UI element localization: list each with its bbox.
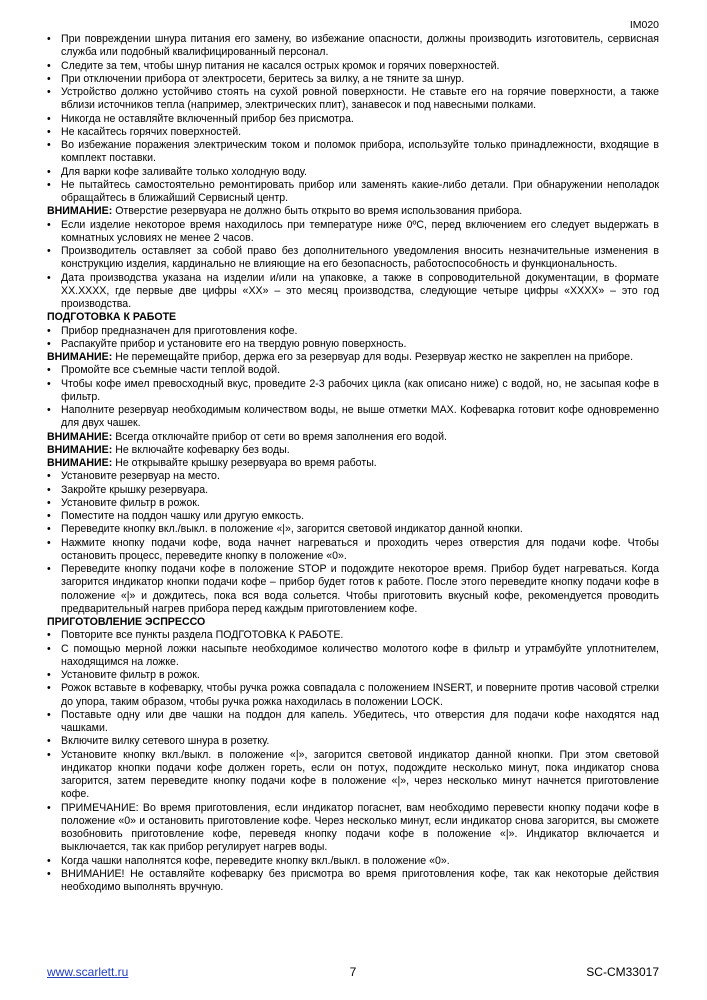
bullet-item (47, 709, 659, 736)
bullet-icon: • (47, 867, 51, 880)
bullet-item (47, 643, 659, 670)
bullet-text: Поместите на поддон чашку или другую емкость. (61, 510, 305, 522)
bullet-icon: • (47, 218, 51, 231)
bullet-item (47, 470, 659, 483)
bullet-icon: • (47, 33, 51, 45)
bullet-icon: • (47, 682, 51, 695)
bullet-icon: • (47, 337, 51, 350)
page-footer (47, 965, 659, 979)
warning-text: Отверстие резервуара не должно быть открыто во время использования прибора. (112, 205, 523, 218)
bullet-item (47, 855, 659, 868)
bullet-icon: • (47, 510, 51, 522)
bullet-icon: • (47, 112, 51, 125)
bullet-text: Дата производства указана на изделии и/или на упаковке, а также в сопроводительной документации, в формате XX.XXXX, где первые две цифры «XX» – это месяц производства, следующие четыре цифры «XXXX» – это год производства. (61, 271, 659, 310)
bullet-icon: • (47, 496, 51, 509)
bullet-text: Повторите все пункты раздела ПОДГОТОВКА К РАБОТЕ. (61, 629, 344, 642)
bullet-item (47, 629, 659, 642)
bullet-item (47, 669, 659, 682)
section-heading: ПОДГОТОВКА К РАБОТЕ (47, 311, 177, 324)
bullet-item (47, 735, 659, 748)
bullet-icon: • (47, 748, 51, 761)
warning-text: Всегда отключайте прибор от сети во время заполнения его водой. (112, 430, 447, 443)
bullet-icon: • (47, 708, 51, 721)
bullet-item (47, 245, 659, 272)
bullet-item (47, 378, 659, 405)
model-number: SC-CM33017 (586, 965, 659, 979)
bullet-icon: • (47, 470, 51, 483)
bullet-text: Установите фильтр в рожок. (61, 669, 200, 681)
bullet-text: Для варки кофе заливайте только холодную воду. (61, 165, 307, 178)
bullet-text: Установите резервуар на место. (61, 470, 220, 483)
bullet-text: Устройство должно устойчиво стоять на сухой ровной поверхности. Не ставьте его на горячие поверхности, а также вблизи источников тепла (например, электрических плит), занавесок и под навесными полками. (61, 86, 659, 112)
bullet-text: Когда чашки наполнятся кофе, переведите кнопку вкл./выкл. в положение «0». (61, 854, 450, 867)
bullet-text: Переведите кнопку подачи кофе в положение STOP и подождите некоторое время. Прибор будет нагреваться. Когда загорится индикатор кнопки подачи кофе – прибор будет готов к работе. После этого переведите кнопку подачи кофе в положение «|» и дождитесь, пока вся вода сольется. Чтобы приготовить вкусный кофе, рекомендуется проводить предварительный нагрев прибора перед каждым приготовлением кофе. (61, 563, 659, 615)
instructions-body (47, 33, 659, 894)
bullet-icon: • (47, 735, 51, 748)
website-link[interactable]: www.scarlett.ru (47, 965, 129, 979)
bullet-icon: • (47, 59, 51, 72)
warning-label: ВНИМАНИЕ: (47, 351, 113, 363)
bullet-icon: • (47, 271, 51, 284)
bullet-icon: • (47, 801, 51, 814)
bullet-text: Поставьте одну или две чашки на поддон для капель. Убедитесь, что отверстия для подачи кофе находятся над чашками. (61, 708, 659, 734)
bullet-text: Рожок вставьте в кофеварку, чтобы ручка рожка совпадала с положением INSERT, и поверните против часовой стрелки до упора, таким образом, чтобы ручка рожка находилась в положении LOCK. (61, 682, 659, 708)
bullet-icon: • (47, 642, 51, 655)
bullet-icon: • (47, 178, 51, 191)
bullet-icon: • (47, 125, 51, 138)
bullet-item (47, 179, 659, 206)
bullet-icon: • (47, 364, 51, 377)
bullet-icon: • (47, 483, 51, 496)
bullet-text: Переведите кнопку вкл./выкл. в положение «|», загорится световой индикатор данной кнопки. (61, 523, 523, 536)
bullet-text: Наполните резервуар необходимым количеством воды, не выше отметки MAX. Кофеварка готовит кофе одновременно для двух чашек. (61, 404, 659, 430)
bullet-icon: • (47, 324, 51, 337)
bullet-text: ВНИМАНИЕ! Не оставляйте кофеварку без присмотра во время приготовления кофе, так как некоторые действия необходимо выполнять вручную. (61, 867, 659, 893)
bullet-text: При отключении прибора от электросети, беритесь за вилку, а не тяните за шнур. (61, 72, 465, 85)
bullet-text: Закройте крышку резервуара. (61, 483, 209, 496)
warning-note (47, 431, 659, 444)
bullet-item (47, 219, 659, 246)
bullet-icon: • (47, 245, 51, 257)
bullet-text: Нажмите кнопку подачи кофе, вода начнет нагреваться и проходить через отверстия для подачи кофе. Чтобы остановить процесс, переведите кнопку в положение «0». (61, 536, 659, 562)
warning-text: Не перемещайте прибор, держа его за резервуар для воды. Резервуар жестко не закреплен на приборе. (112, 351, 634, 363)
bullet-item (47, 113, 659, 126)
bullet-item (47, 166, 659, 179)
bullet-icon: • (47, 536, 51, 549)
bullet-item (47, 139, 659, 166)
bullet-item (47, 364, 659, 377)
bullet-item (47, 802, 659, 855)
bullet-icon: • (47, 72, 51, 85)
bullet-item (47, 33, 659, 60)
bullet-icon: • (47, 523, 51, 536)
bullet-text: Производитель оставляет за собой право без дополнительного уведомления вносить незначительные изменения в конструкцию изделия, кардинально не влияющие на его безопасность, работоспособность и функциональность. (61, 245, 659, 271)
warning-label: ВНИМАНИЕ: (47, 457, 113, 469)
warning-text: Не включайте кофеварку без воды. (112, 443, 290, 456)
bullet-icon: • (47, 165, 51, 178)
warning-label: ВНИМАНИЕ: (47, 205, 113, 218)
bullet-text: Промойте все съемные части теплой водой. (61, 364, 281, 377)
bullet-item (47, 510, 659, 523)
bullet-item (47, 86, 659, 113)
bullet-text: Никогда не оставляйте включенный прибор без присмотра. (61, 112, 354, 125)
bullet-item (47, 868, 659, 895)
bullet-item (47, 749, 659, 802)
bullet-text: Установите фильтр в рожок. (61, 496, 200, 509)
bullet-item (47, 523, 659, 536)
section-heading: ПРИГОТОВЛЕНИЕ ЭСПРЕССО (47, 616, 206, 628)
warning-label: ВНИМАНИЕ: (47, 430, 113, 443)
bullet-text: Включите вилку сетевого шнура в розетку. (61, 735, 270, 748)
bullet-text: Не касайтесь горячих поверхностей. (61, 125, 242, 138)
bullet-icon: • (47, 404, 51, 416)
bullet-item (47, 60, 659, 73)
bullet-icon: • (47, 377, 51, 390)
warning-note (47, 444, 659, 457)
bullet-item (47, 563, 659, 616)
bullet-icon: • (47, 86, 51, 98)
bullet-item (47, 126, 659, 139)
bullet-text: Чтобы кофе имел превосходный вкус, проведите 2-3 рабочих цикла (как описано ниже) с водой, но, не засыпая кофе в фильтр. (61, 377, 659, 403)
bullet-item (47, 497, 659, 510)
bullet-text: ПРИМЕЧАНИЕ: Во время приготовления, если индикатор погаснет, вам необходимо перевести кнопку подачи кофе в положение «0» и остановить приготовление кофе. Через несколько минут, если индикатор снова загорится, вы сможете возобновить приготовление кофе, переведя кнопку подачи кофе в положение «|». Индикатор включается и выключается, так как прибор регулирует нагрев воды. (61, 801, 659, 854)
warning-text: Не открывайте крышку резервуара во время работы. (112, 457, 377, 469)
bullet-item (47, 682, 659, 709)
bullet-item (47, 325, 659, 338)
bullet-text: С помощью мерной ложки насыпьте необходимое количество молотого кофе в фильтр и утрамбуйте уплотнителем, находящимся на ложке. (61, 642, 659, 668)
bullet-icon: • (47, 854, 51, 867)
bullet-item (47, 484, 659, 497)
warning-note (47, 457, 659, 470)
bullet-item (47, 338, 659, 351)
bullet-icon: • (47, 669, 51, 681)
bullet-text: Во избежание поражения электрическим током и поломок прибора, используйте только принадлежности, входящие в комплект поставки. (61, 139, 659, 165)
bullet-icon: • (47, 629, 51, 642)
bullet-item (47, 73, 659, 86)
warning-note (47, 351, 659, 364)
bullet-text: При повреждении шнура питания его замену, во избежание опасности, должны производить изготовитель, сервисная служба или подобный квалифицированный персонал. (61, 33, 659, 59)
document-code: IM020 (629, 19, 659, 31)
bullet-item (47, 272, 659, 312)
warning-label: ВНИМАНИЕ: (47, 443, 113, 456)
bullet-item (47, 404, 659, 431)
bullet-text: Распакуйте прибор и установите его на твердую ровную поверхность. (61, 337, 407, 350)
bullet-text: Прибор предназначен для приготовления кофе. (61, 324, 298, 337)
page-number: 7 (349, 965, 357, 979)
bullet-text: Установите кнопку вкл./выкл. в положение «|», загорится световой индикатор данной кнопки. При этом световой индикатор кнопки подачи кофе должен гореть, если он потух, подождите несколько минут, пока индикатор снова загорится, затем переведите кнопку подачи кофе в положение «|», через несколько минут начнется приготовление кофе. (61, 748, 659, 801)
bullet-item (47, 537, 659, 564)
bullet-text: Следите за тем, чтобы шнур питания не касался острых кромок и горячих поверхностей. (61, 59, 500, 72)
bullet-icon: • (47, 563, 51, 575)
warning-note (47, 205, 659, 218)
bullet-icon: • (47, 139, 51, 151)
bullet-text: Если изделие некоторое время находилось при температуре ниже 0ºC, перед включением его следует выдержать в комнатных условиях не менее 2 часов. (61, 218, 659, 244)
bullet-text: Не пытайтесь самостоятельно ремонтировать прибор или заменять какие-либо детали. При обнаружении неполадок обращайтесь в ближайший Сервисный центр. (61, 178, 659, 204)
